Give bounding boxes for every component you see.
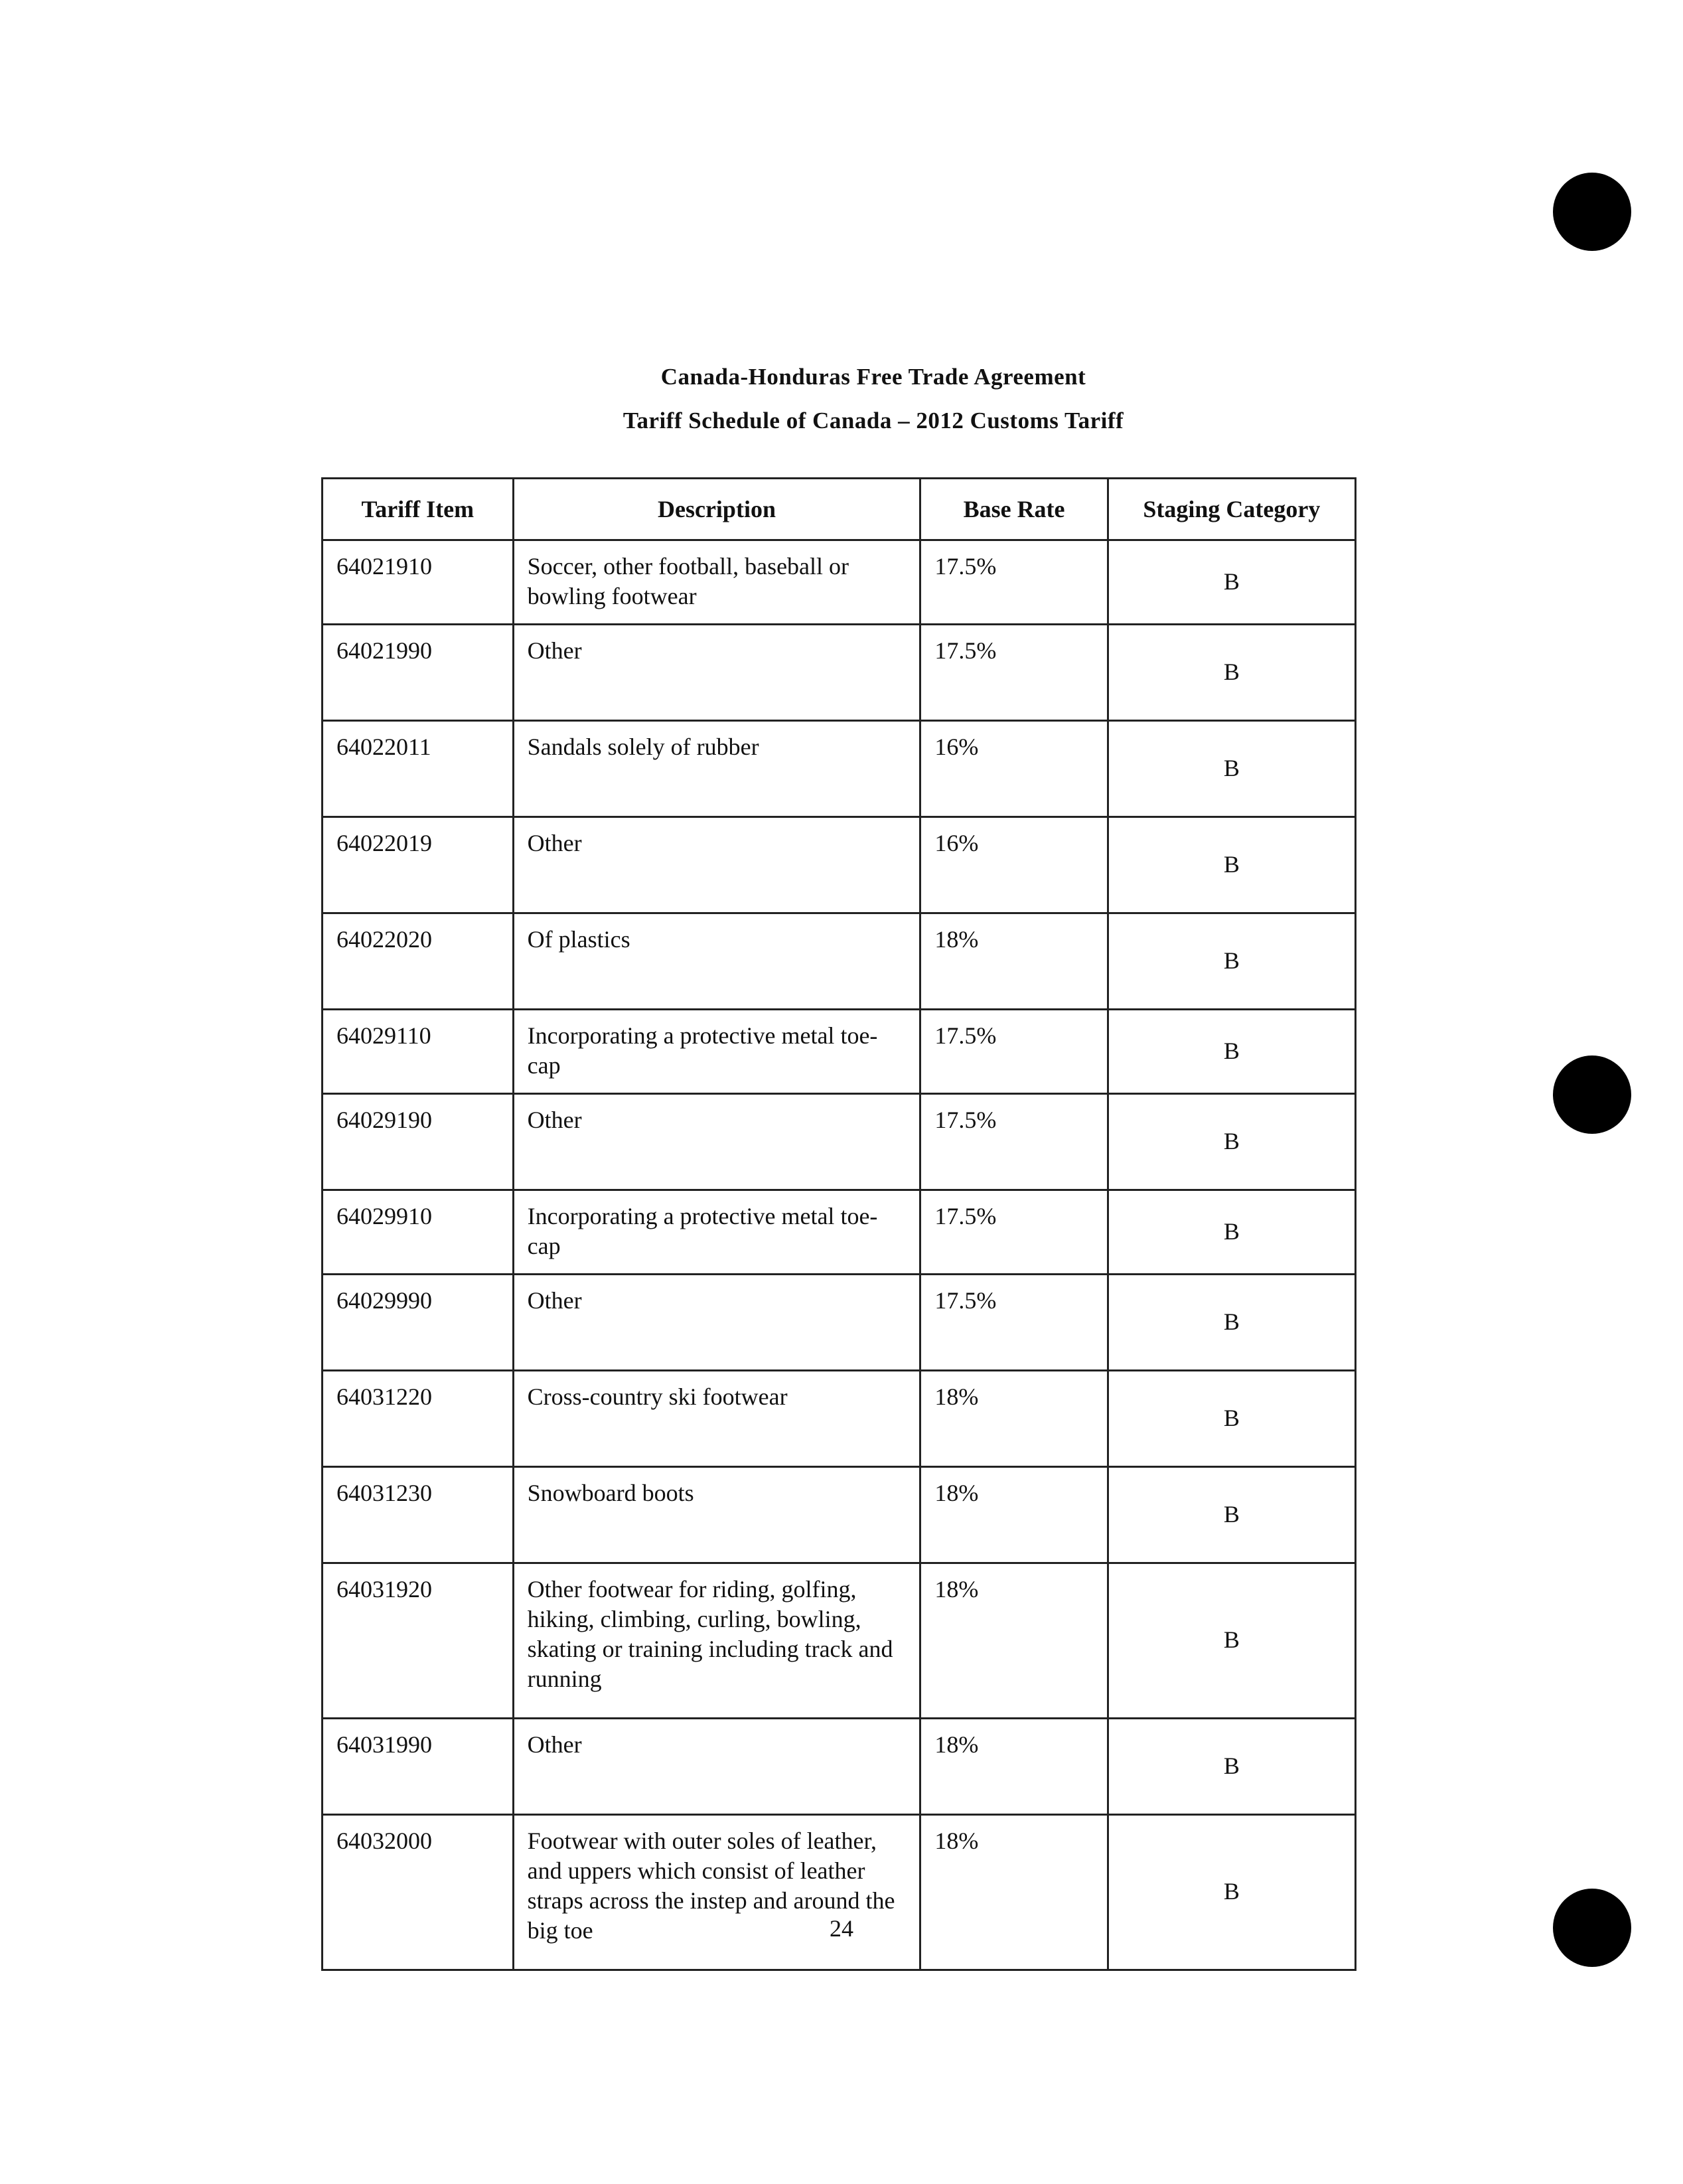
tariff-item-cell: 64031990 [323, 1719, 514, 1815]
base-rate-cell: 16% [920, 721, 1108, 817]
base-rate-cell: 17.5% [920, 1190, 1108, 1275]
tariff-item-cell: 64031920 [323, 1563, 514, 1719]
description-cell: Cross-country ski footwear [513, 1371, 920, 1467]
table-row [323, 625, 1356, 721]
table-row [323, 817, 1356, 913]
tariff-item-cell: 64022019 [323, 817, 514, 913]
table-row [323, 1815, 1356, 1970]
tariff-item-cell: 64021990 [323, 625, 514, 721]
document-subtitle: Tariff Schedule of Canada – 2012 Customs Tariff [622, 408, 1124, 433]
base-rate-cell: 18% [920, 1815, 1108, 1970]
description-cell: Of plastics [513, 913, 920, 1010]
table-row [323, 1275, 1356, 1371]
base-rate-cell: 17.5% [920, 1094, 1108, 1190]
staging-category-cell: B [1108, 1094, 1355, 1190]
table-row [323, 1467, 1356, 1563]
tariff-item-cell: 64022011 [323, 721, 514, 817]
table-row [323, 1371, 1356, 1467]
table-row [323, 913, 1356, 1010]
table-row [323, 540, 1356, 625]
description-cell: Incorporating a protective metal toe-cap [513, 1010, 920, 1094]
base-rate-cell: 18% [920, 1371, 1108, 1467]
staging-category-cell: B [1108, 817, 1355, 913]
tariff-item-cell: 64029190 [323, 1094, 514, 1190]
tariff-item-cell: 64029990 [323, 1275, 514, 1371]
staging-category-cell: B [1108, 1371, 1355, 1467]
header-tariff-item: Tariff Item [323, 479, 514, 540]
table-row [323, 1094, 1356, 1190]
base-rate-cell: 16% [920, 817, 1108, 913]
staging-category-cell: B [1108, 540, 1355, 625]
description-cell: Other [513, 817, 920, 913]
description-cell: Other [513, 1719, 920, 1815]
table-row [323, 721, 1356, 817]
description-cell: Other [513, 1094, 920, 1190]
description-cell: Sandals solely of rubber [513, 721, 920, 817]
document-title: Canada-Honduras Free Trade Agreement [660, 364, 1086, 390]
tariff-item-cell: 64021910 [323, 540, 514, 625]
table-row [323, 1190, 1356, 1275]
tariff-item-cell: 64031220 [323, 1371, 514, 1467]
base-rate-cell: 18% [920, 913, 1108, 1010]
description-cell: Other [513, 625, 920, 721]
table-header-row [323, 479, 1356, 540]
base-rate-cell: 17.5% [920, 625, 1108, 721]
base-rate-cell: 17.5% [920, 1010, 1108, 1094]
base-rate-cell: 18% [920, 1563, 1108, 1719]
tariff-item-cell: 64031230 [323, 1467, 514, 1563]
page-number: 24 [830, 1915, 853, 1942]
description-cell: Footwear with outer soles of leather, and uppers which consist of leather straps across the instep and around the big toe [513, 1815, 920, 1970]
table-row [323, 1010, 1356, 1094]
tariff-item-cell: 64022020 [323, 913, 514, 1010]
staging-category-cell: B [1108, 1275, 1355, 1371]
tariff-item-cell: 64029910 [323, 1190, 514, 1275]
staging-category-cell: B [1108, 1467, 1355, 1563]
punch-hole-middle [1553, 1055, 1631, 1134]
base-rate-cell: 18% [920, 1719, 1108, 1815]
table-row [323, 1563, 1356, 1719]
base-rate-cell: 17.5% [920, 1275, 1108, 1371]
description-cell: Snowboard boots [513, 1467, 920, 1563]
staging-category-cell: B [1108, 625, 1355, 721]
description-cell: Other footwear for riding, golfing, hiking, climbing, curling, bowling, skating or training including track and running [513, 1563, 920, 1719]
description-cell: Incorporating a protective metal toe-cap [513, 1190, 920, 1275]
header-staging-category: Staging Category [1108, 479, 1355, 540]
table-row [323, 1719, 1356, 1815]
punch-hole-top [1553, 173, 1631, 251]
tariff-item-cell: 64029110 [323, 1010, 514, 1094]
staging-category-cell: B [1108, 1719, 1355, 1815]
staging-category-cell: B [1108, 1563, 1355, 1719]
header-description: Description [513, 479, 920, 540]
description-cell: Soccer, other football, baseball or bowling footwear [513, 540, 920, 625]
staging-category-cell: B [1108, 1010, 1355, 1094]
staging-category-cell: B [1108, 721, 1355, 817]
tariff-item-cell: 64032000 [323, 1815, 514, 1970]
staging-category-cell: B [1108, 1190, 1355, 1275]
base-rate-cell: 17.5% [920, 540, 1108, 625]
staging-category-cell: B [1108, 1815, 1355, 1970]
staging-category-cell: B [1108, 913, 1355, 1010]
header-base-rate: Base Rate [920, 479, 1108, 540]
description-cell: Other [513, 1275, 920, 1371]
tariff-schedule-table [321, 477, 1356, 1971]
base-rate-cell: 18% [920, 1467, 1108, 1563]
